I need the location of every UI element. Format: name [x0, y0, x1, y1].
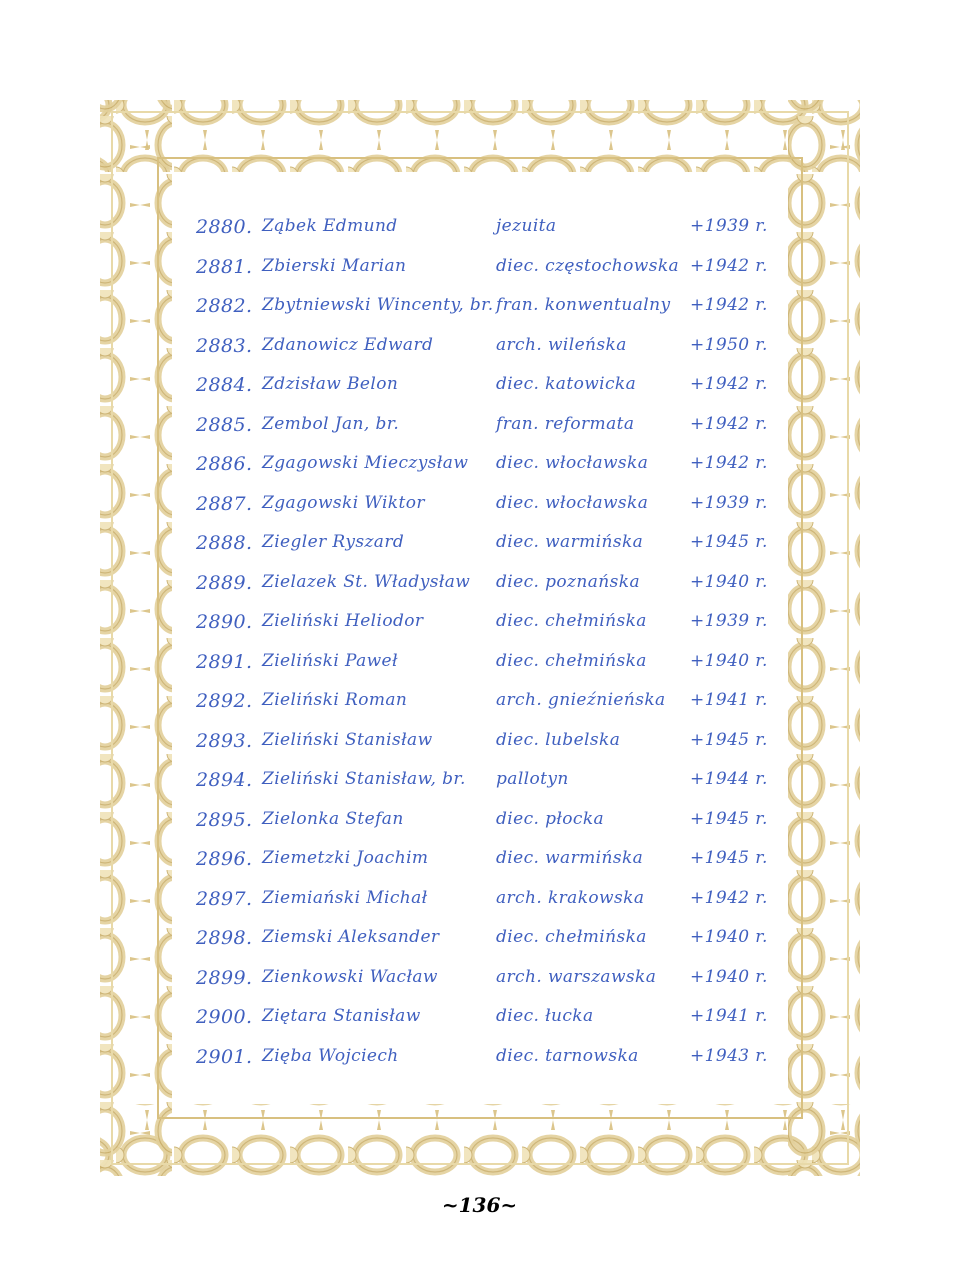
entry-row [196, 603, 776, 643]
entry-death-year: +1940 r. [690, 966, 768, 987]
entry-name: Ziemski Aleksander [262, 927, 440, 947]
entry-affiliation: diec. chełmińska [496, 650, 647, 671]
entry-number: 2897. [196, 887, 253, 910]
entry-death-year: +1944 r. [690, 769, 768, 789]
entry-death-year: +1945 r. [690, 848, 768, 868]
entry-row [196, 801, 776, 841]
entry-number: 2891. [196, 650, 253, 673]
entry-death-year: +1942 r. [690, 374, 768, 394]
entry-number: 2901. [196, 1045, 253, 1068]
entry-name: Zieliński Heliodor [262, 611, 424, 631]
entry-death-year: +1942 r. [690, 453, 768, 473]
entry-row [196, 880, 776, 920]
entry-death-year: +1939 r. [690, 611, 768, 631]
entry-row [196, 998, 776, 1038]
entry-death-year: +1939 r. [690, 216, 768, 236]
entry-number: 2887. [196, 492, 253, 515]
entry-name: Zembol Jan, br. [262, 413, 400, 434]
entry-list [196, 208, 776, 1077]
entry-name: Zienkowski Wacław [262, 966, 438, 987]
entry-name: Ziemetzki Joachim [262, 848, 429, 868]
entry-row [196, 919, 776, 959]
entry-name: Zieliński Roman [262, 690, 408, 710]
entry-affiliation: jezuita [496, 216, 557, 236]
entry-number: 2885. [196, 413, 253, 436]
entry-name: Zieliński Paweł [262, 650, 398, 671]
entry-row [196, 406, 776, 446]
entry-number: 2884. [196, 374, 253, 396]
entry-name: Zięba Wojciech [262, 1045, 399, 1066]
entry-affiliation: diec. chełmińska [496, 611, 647, 631]
entry-affiliation: diec. włocławska [496, 453, 649, 473]
entry-row [196, 959, 776, 999]
entry-name: Zgagowski Mieczysław [262, 453, 469, 473]
entry-death-year: +1945 r. [690, 808, 768, 829]
entry-death-year: +1942 r. [690, 887, 768, 908]
entry-name: Zbytniewski Wincenty, br. [262, 295, 494, 315]
entry-name: Ziemiański Michał [262, 887, 428, 908]
entry-affiliation: diec. włocławska [496, 492, 649, 513]
entry-number: 2880. [196, 216, 253, 238]
entry-row [196, 327, 776, 367]
entry-row [196, 564, 776, 604]
entry-affiliation: diec. lubelska [496, 729, 621, 750]
entry-death-year: +1939 r. [690, 492, 768, 513]
entry-number: 2896. [196, 848, 253, 870]
entry-name: Zieliński Stanisław [262, 729, 433, 750]
entry-affiliation: arch. gnieźnieńska [496, 690, 666, 710]
entry-affiliation: diec. częstochowska [496, 255, 680, 276]
entry-number: 2894. [196, 769, 253, 791]
entry-death-year: +1941 r. [690, 1006, 768, 1026]
entry-row [196, 287, 776, 327]
entry-death-year: +1943 r. [690, 1045, 768, 1066]
entry-row [196, 1038, 776, 1078]
entry-death-year: +1942 r. [690, 255, 768, 276]
entry-name: Zdanowicz Edward [262, 334, 434, 355]
entry-row [196, 366, 776, 406]
entry-death-year: +1945 r. [690, 532, 768, 552]
entry-name: Ziegler Ryszard [262, 532, 405, 552]
entry-death-year: +1942 r. [690, 295, 768, 315]
entry-number: 2883. [196, 334, 253, 357]
entry-death-year: +1940 r. [690, 650, 768, 671]
entry-number: 2889. [196, 571, 253, 594]
entry-row [196, 840, 776, 880]
entry-row [196, 643, 776, 683]
entry-affiliation: arch. wileńska [496, 334, 627, 355]
entry-row [196, 248, 776, 288]
entry-name: Ząbek Edmund [262, 216, 398, 236]
entry-affiliation: diec. łucka [496, 1006, 594, 1026]
entry-affiliation: diec. warmińska [496, 848, 644, 868]
entry-name: Ziętara Stanisław [262, 1006, 421, 1026]
entry-name: Zbierski Marian [262, 255, 407, 276]
entry-death-year: +1940 r. [690, 571, 768, 592]
entry-affiliation: diec. poznańska [496, 571, 640, 592]
entry-affiliation: arch. warszawska [496, 966, 657, 987]
entry-name: Zielazek St. Władysław [262, 571, 471, 592]
entry-number: 2890. [196, 611, 253, 633]
entry-name: Zgagowski Wiktor [262, 492, 425, 513]
entry-number: 2899. [196, 966, 253, 989]
entry-row [196, 208, 776, 248]
entry-affiliation: diec. warmińska [496, 532, 644, 552]
entry-death-year: +1950 r. [690, 334, 768, 355]
entry-affiliation: pallotyn [496, 769, 569, 789]
entry-row [196, 524, 776, 564]
entry-affiliation: diec. katowicka [496, 374, 637, 394]
entry-row [196, 445, 776, 485]
entry-affiliation: diec. płocka [496, 808, 605, 829]
entry-affiliation: diec. tarnowska [496, 1045, 639, 1066]
entry-affiliation: fran. konwentualny [496, 295, 671, 315]
entry-affiliation: arch. krakowska [496, 887, 645, 908]
entry-number: 2888. [196, 532, 253, 554]
entry-number: 2895. [196, 808, 253, 831]
entry-name: Zielonka Stefan [262, 808, 404, 829]
entry-number: 2882. [196, 295, 253, 317]
entry-row [196, 485, 776, 525]
entry-name: Zdzisław Belon [262, 374, 399, 394]
entry-affiliation: diec. chełmińska [496, 927, 647, 947]
entry-death-year: +1942 r. [690, 413, 768, 434]
entry-death-year: +1945 r. [690, 729, 768, 750]
page-number: ~136~ [441, 1193, 518, 1217]
entry-number: 2900. [196, 1006, 253, 1028]
entry-number: 2892. [196, 690, 253, 712]
entry-death-year: +1941 r. [690, 690, 768, 710]
entry-number: 2881. [196, 255, 253, 278]
entry-row [196, 761, 776, 801]
entry-death-year: +1940 r. [690, 927, 768, 947]
entry-number: 2886. [196, 453, 253, 475]
entry-name: Zieliński Stanisław, br. [262, 769, 466, 789]
entry-affiliation: fran. reformata [496, 413, 635, 434]
entry-row [196, 722, 776, 762]
entry-row [196, 682, 776, 722]
entry-number: 2898. [196, 927, 253, 949]
entry-number: 2893. [196, 729, 253, 752]
